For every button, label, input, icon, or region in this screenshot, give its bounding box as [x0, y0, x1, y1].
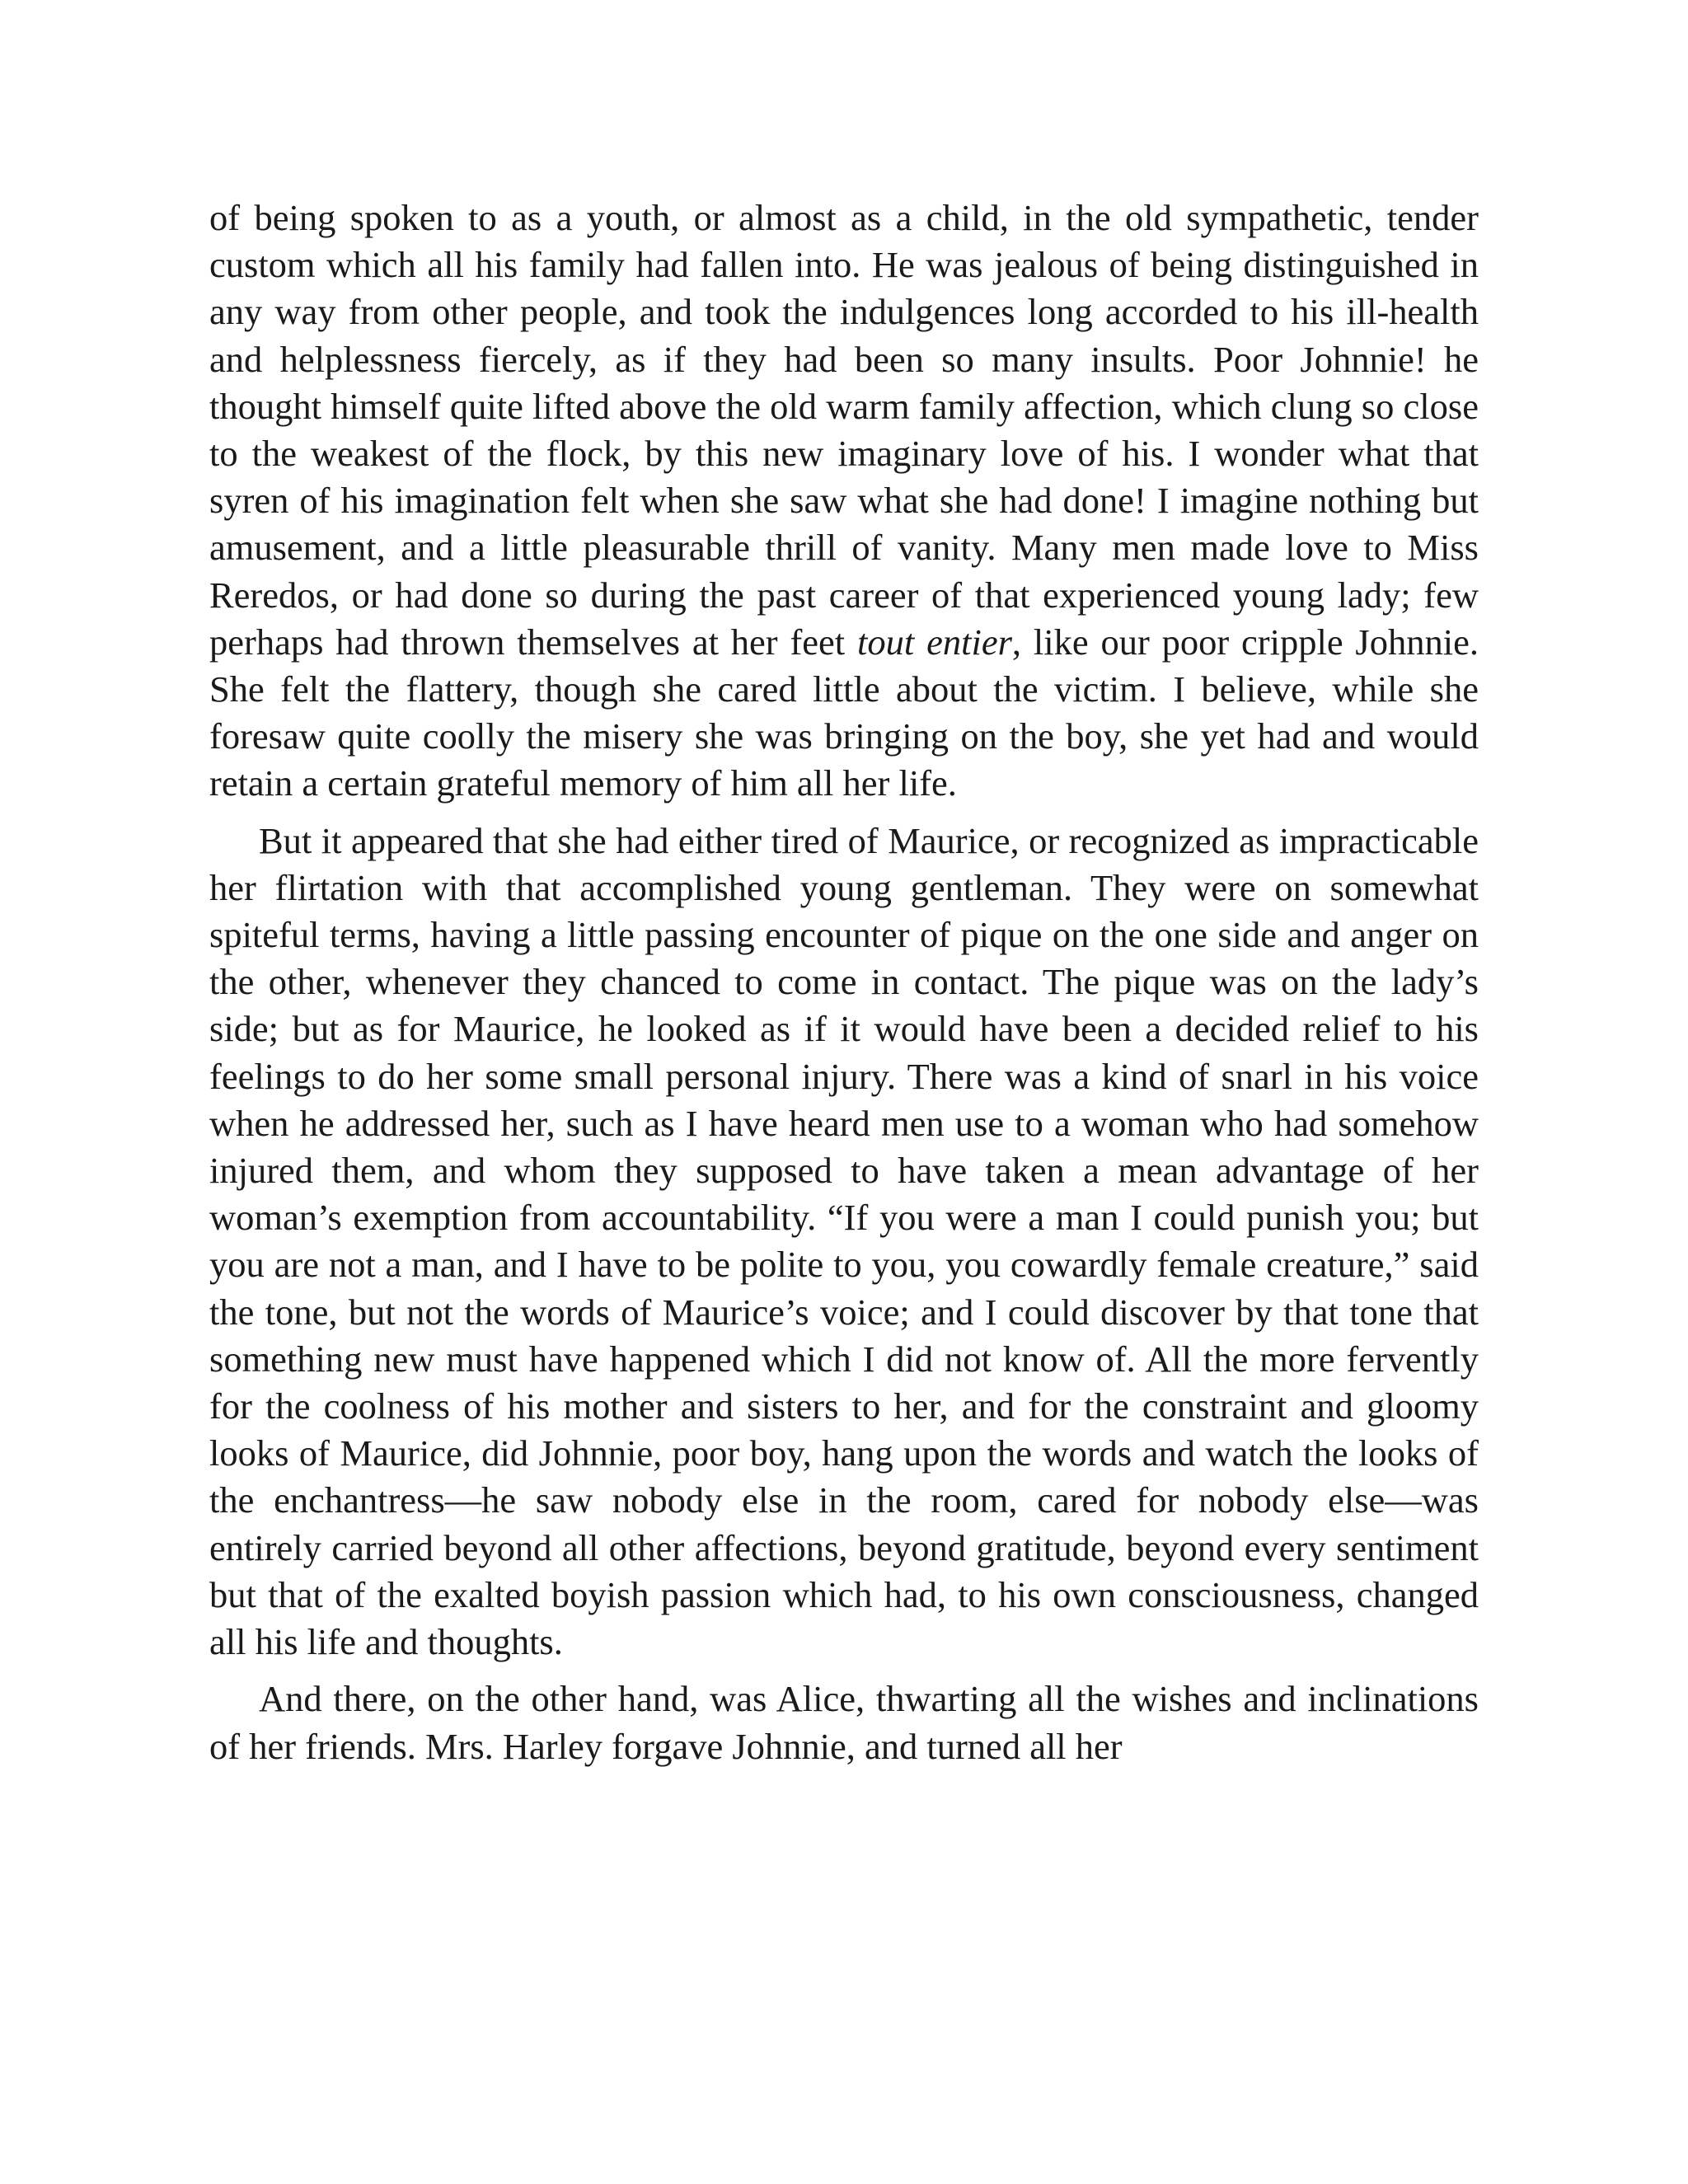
paragraph-1-italic-phrase: tout entier — [857, 621, 1012, 663]
paragraph-1-text-b: , like our poor cripple Johnnie. She felt the flattery, though she cared little about the victim. I believe, while she foresaw quite coolly the misery she was bringing on the boy, she yet had and would retain a certain grateful memory of him all her life. — [209, 621, 1479, 804]
paragraph-2: But it appeared that she had either tired of Maurice, or recognized as impracticable her flirtation with that accomplished young gentleman. They were on somewhat spiteful terms, having a little passing encounter of pique on the one side and anger on the other, whenever they chanced to come in contact. The pique was on the lady’s side; but as for Maurice, he looked as if it would have been a decided relief to his feelings to do her some small personal injury. There was a kind of snarl in his voice when he addressed her, such as I have heard men use to a woman who had somehow injured them, and whom they supposed to have taken a mean advantage of her woman’s exemption from accountability. “If you were a man I could punish you; but you are not a man, and I have to be polite to you, you cowardly female creature,” said the tone, but not the words of Maurice’s voice; and I could discover by that tone that something new must have happened which I did not know of. All the more fervently for the coolness of his mother and sisters to her, and for the constraint and gloomy looks of Maurice, did Johnnie, poor boy, hang upon the words and watch the looks of the enchantress—he saw nobody else in the room, cared for nobody else—was entirely carried beyond all other affections, beyond gratitude, beyond every sentiment but that of the exalted boyish passion which had, to his own consciousness, changed all his life and thoughts. — [209, 819, 1479, 1663]
paragraph-1-text-a: of being spoken to as a youth, or almost as a child, in the old sympathetic, tender custom which all his family had fallen into. He was jealous of being distinguished in any way from other people, and took the indulgences long accorded to his ill-health and helplessness fiercely, as if they had been so many insults. Poor Johnnie! he thought himself quite lifted above the old warm family affection, which clung so close to the weakest of the flock, by this new imaginary love of his. I wonder what that syren of his imagination felt when she saw what she had done! I imagine nothing but amusement, and a little pleasurable thrill of vanity. Many men made love to Miss Reredos, or had done so during the past career of that experienced young lady; few perhaps had thrown themselves at her feet — [209, 197, 1479, 663]
paragraph-1 — [209, 194, 1479, 808]
body-text — [209, 194, 1479, 1770]
paragraph-3: And there, on the other hand, was Alice, thwarting all the wishes and inclinations of her friends. Mrs. Harley forgave Johnnie, and turned all her — [209, 1678, 1479, 1767]
